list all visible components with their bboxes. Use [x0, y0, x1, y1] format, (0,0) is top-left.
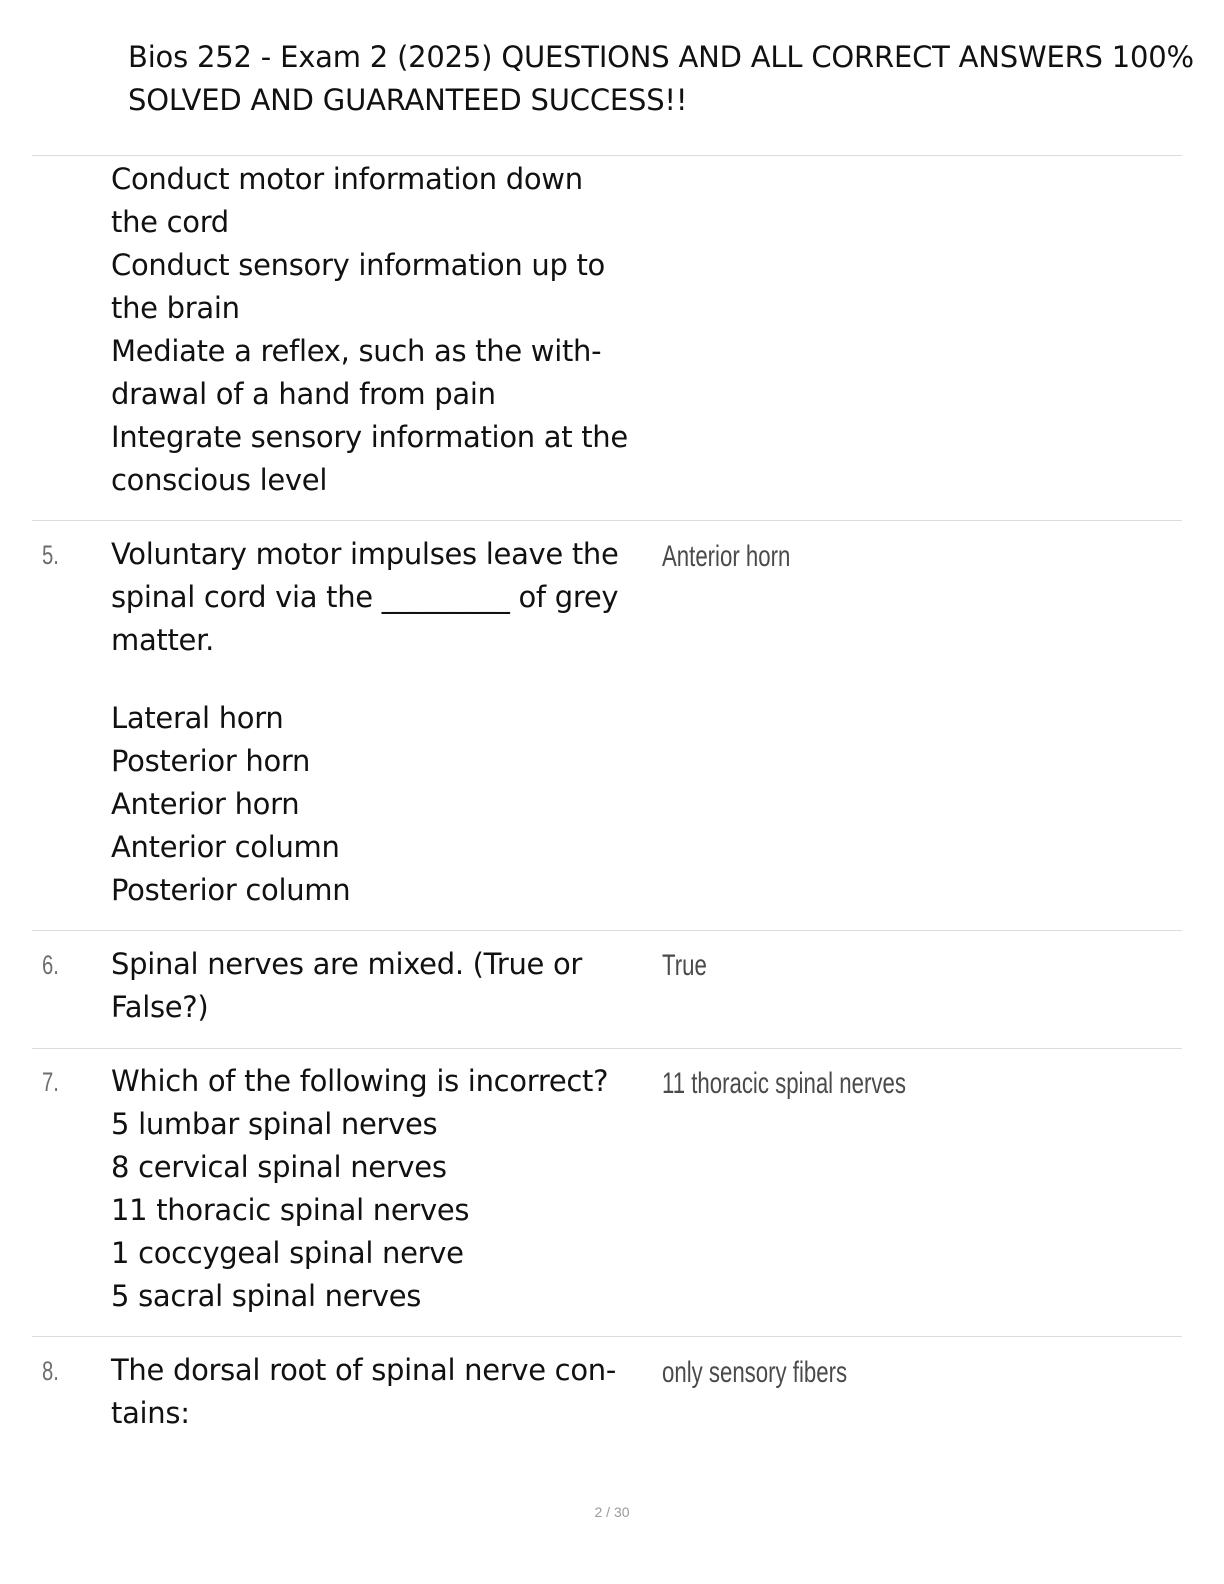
- question-line: Which of the following is incorrect?: [111, 1064, 609, 1098]
- option-line: 5 sacral spinal nerves: [111, 1279, 422, 1313]
- page-number: 2 / 30: [594, 1504, 630, 1520]
- question-line: matter.: [111, 623, 214, 657]
- option-line: Integrate sensory information at the: [111, 420, 628, 454]
- question-number: 6.: [42, 950, 59, 980]
- divider: [32, 155, 1182, 156]
- option-line: the brain: [111, 291, 240, 325]
- option-line: Conduct motor information down: [111, 162, 583, 196]
- document-title: [128, 36, 1218, 122]
- divider: [32, 1336, 1182, 1337]
- option-line: Anterior column: [111, 830, 340, 864]
- document-title-line-2: SOLVED AND GUARANTEED SUCCESS!!: [128, 83, 688, 117]
- divider: [32, 930, 1182, 931]
- option-line: Conduct sensory information up to: [111, 248, 605, 282]
- document-title-line-1: Bios 252 - Exam 2 (2025) QUESTIONS AND ALL CORRECT ANSWERS 100%: [128, 40, 1194, 74]
- continued-options-block: [111, 158, 671, 502]
- answer-text: only sensory fibers: [662, 1356, 848, 1389]
- option-line: drawal of a hand from pain: [111, 377, 496, 411]
- question-line: spinal cord via the _________ of grey: [111, 580, 619, 614]
- option-line: 5 lumbar spinal nerves: [111, 1107, 438, 1141]
- option-line: Posterior horn: [111, 744, 311, 778]
- question-number: 7.: [42, 1067, 59, 1097]
- option-line: Posterior column: [111, 873, 351, 907]
- answer-text: True: [662, 949, 707, 982]
- answer-text: 11 thoracic spinal nerves: [662, 1067, 906, 1100]
- question-number: 8.: [42, 1356, 59, 1386]
- option-line: Anterior horn: [111, 787, 300, 821]
- question-text: [111, 943, 671, 1029]
- answer-text: Anterior horn: [662, 540, 791, 573]
- question-line: False?): [111, 990, 209, 1024]
- option-line: 11 thoracic spinal nerves: [111, 1193, 470, 1227]
- question-line: The dorsal root of spinal nerve con-: [111, 1353, 617, 1387]
- divider: [32, 1048, 1182, 1049]
- option-line: 1 coccygeal spinal nerve: [111, 1236, 464, 1270]
- question-text: [111, 1349, 671, 1435]
- option-line: Lateral horn: [111, 701, 284, 735]
- divider: [32, 520, 1182, 521]
- option-line: the cord: [111, 205, 229, 239]
- question-line: tains:: [111, 1396, 190, 1430]
- option-line: Mediate a reflex, such as the with-: [111, 334, 602, 368]
- question-line: Voluntary motor impulses leave the: [111, 537, 619, 571]
- question-number: 5.: [42, 540, 59, 570]
- question-line: Spinal nerves are mixed. (True or: [111, 947, 583, 981]
- option-line: conscious level: [111, 463, 328, 497]
- option-line: 8 cervical spinal nerves: [111, 1150, 447, 1184]
- question-text: [111, 533, 671, 912]
- question-text: [111, 1060, 671, 1318]
